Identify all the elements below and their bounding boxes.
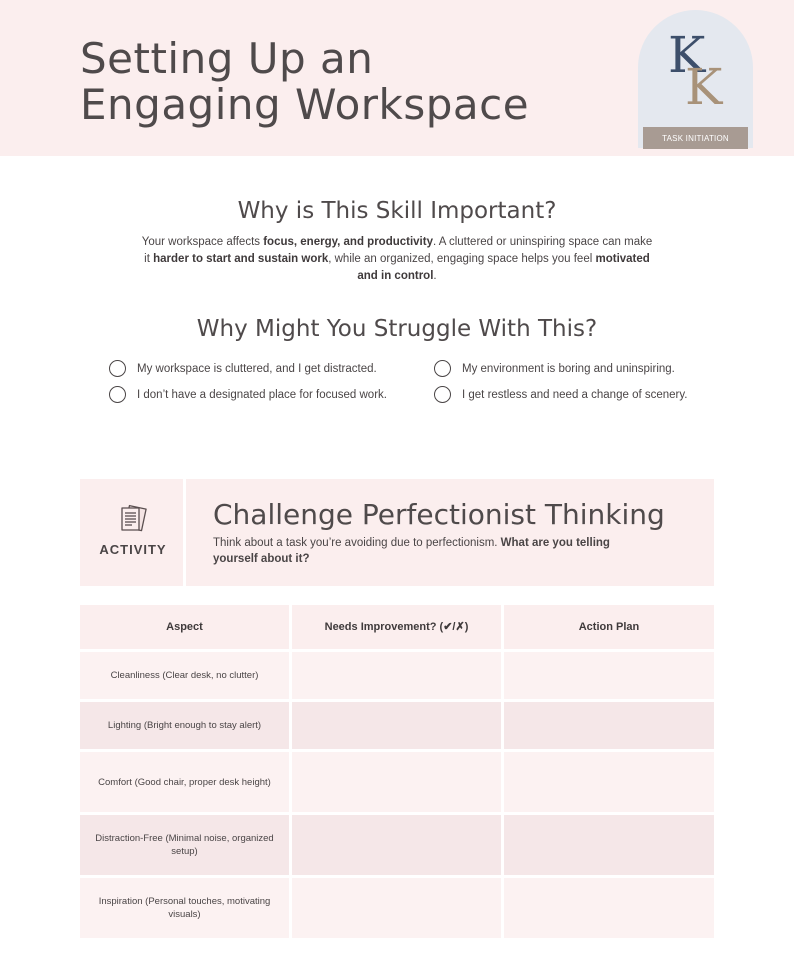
why-paragraph (140, 234, 654, 285)
activity-label: ACTIVITY (99, 542, 167, 557)
aspect-cell: Cleanliness (Clear desk, no clutter) (80, 652, 289, 699)
action-plan-cell[interactable] (504, 752, 714, 812)
column-header-needs-improvement: Needs Improvement? (✔/✗) (292, 605, 501, 649)
page-title-line-1: Setting Up an (80, 34, 374, 83)
why-bold-3: motivated and in control (357, 253, 650, 282)
aspect-cell: Distraction-Free (Minimal noise, organized setup) (80, 815, 289, 875)
why-heading: Why is This Skill Important? (237, 198, 557, 224)
action-plan-cell[interactable] (504, 878, 714, 938)
aspect-cell: Inspiration (Personal touches, motivating visuals) (80, 878, 289, 938)
aspect-cell: Lighting (Bright enough to stay alert) (80, 702, 289, 749)
action-plan-cell[interactable] (504, 702, 714, 749)
logo-letter-gold: K (685, 58, 723, 116)
checkbox-circle[interactable] (434, 386, 451, 403)
needs-improvement-cell[interactable] (292, 815, 501, 875)
why-text-2: . A cluttered or uninspiring space can make it (144, 236, 653, 265)
column-header-aspect: Aspect (80, 605, 289, 649)
checklist-label: I get restless and need a change of scenery. (462, 388, 688, 401)
checklist-item[interactable] (109, 386, 387, 403)
aspect-cell: Comfort (Good chair, proper desk height) (80, 752, 289, 812)
activity-title: Challenge Perfectionist Thinking (213, 498, 665, 531)
action-plan-cell[interactable] (504, 652, 714, 699)
checklist-item[interactable] (434, 360, 675, 377)
checkbox-circle[interactable] (109, 386, 126, 403)
checkbox-circle[interactable] (434, 360, 451, 377)
logo-letter-navy: K (668, 26, 706, 84)
why-bold-1: focus, energy, and productivity (263, 236, 433, 248)
checklist-label: My workspace is cluttered, and I get distracted. (137, 362, 377, 375)
why-text-4: . (433, 270, 437, 282)
checklist-item[interactable] (109, 360, 377, 377)
why-text-1: Your workspace affects (141, 236, 264, 248)
table-row (80, 815, 714, 875)
workspace-table (80, 605, 714, 941)
table-row (80, 702, 714, 749)
column-header-action-plan: Action Plan (504, 605, 714, 649)
category-badge: TASK INITIATION (643, 127, 748, 149)
checklist-item[interactable] (434, 386, 687, 403)
checklist-label: My environment is boring and uninspiring. (462, 362, 675, 375)
why-text-3: , while an organized, engaging space helps you feel (328, 253, 596, 265)
table-row (80, 652, 714, 699)
table-header-row (80, 605, 714, 649)
struggle-heading: Why Might You Struggle With This? (196, 316, 598, 342)
activity-description (213, 535, 643, 567)
page-title (80, 36, 529, 128)
table-row (80, 878, 714, 938)
checkbox-circle[interactable] (109, 360, 126, 377)
activity-desc-bold: What are you telling yourself about it? (213, 537, 610, 565)
checklist-label: I don’t have a designated place for focused work. (137, 388, 387, 401)
why-bold-2: harder to start and sustain work (153, 253, 329, 265)
needs-improvement-cell[interactable] (292, 752, 501, 812)
table-row (80, 752, 714, 812)
activity-desc-text: Think about a task you’re avoiding due to perfectionism. (213, 537, 501, 549)
page-title-line-2: Engaging Workspace (80, 80, 530, 129)
document-icon (118, 503, 150, 535)
needs-improvement-cell[interactable] (292, 652, 501, 699)
needs-improvement-cell[interactable] (292, 878, 501, 938)
needs-improvement-cell[interactable] (292, 702, 501, 749)
action-plan-cell[interactable] (504, 815, 714, 875)
